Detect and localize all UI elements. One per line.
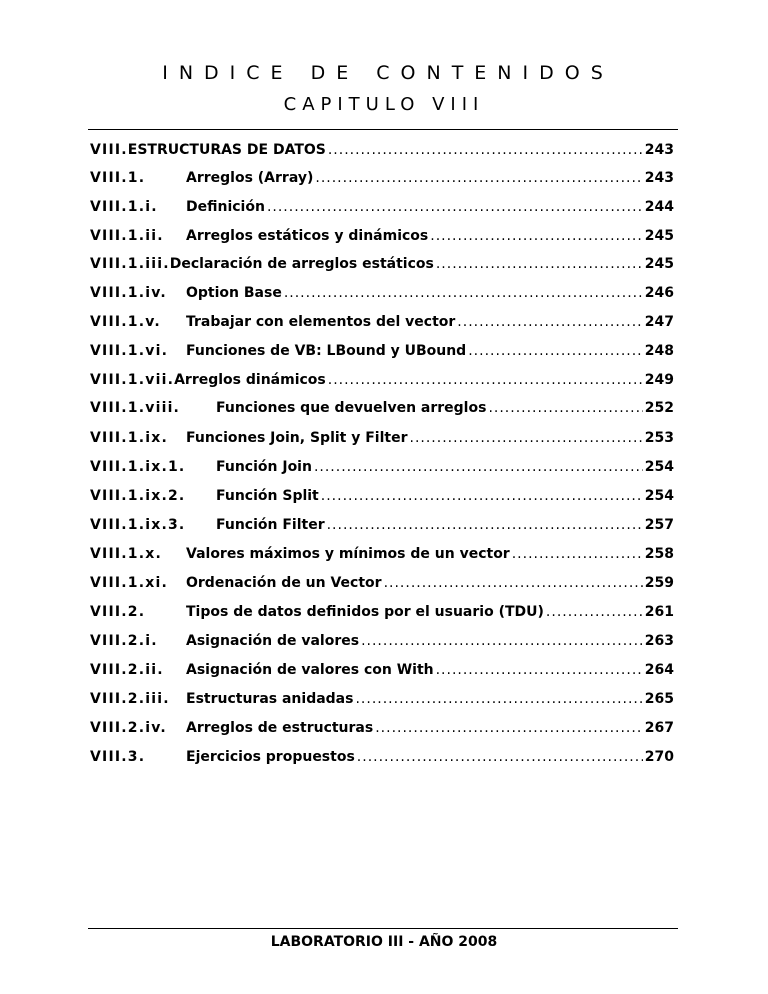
toc-entry-page: 261 (644, 604, 674, 620)
toc-entry-number: VIII.1.viii. (90, 400, 181, 416)
toc-leader-dots (328, 372, 643, 388)
toc-entry[interactable] (90, 691, 674, 711)
toc-entry[interactable] (90, 170, 674, 190)
page-title: INDICE DE CONTENIDOS (162, 62, 614, 84)
toc-entry-label: Asignación de valores (186, 633, 360, 649)
toc-entry-label: Definición (186, 199, 265, 215)
toc-entry-label: Función Join (216, 459, 312, 475)
toc-entry-page: 257 (644, 517, 674, 533)
toc-entry-label: Arreglos dinámicos (174, 372, 326, 388)
toc-entry-number: VIII.3. (90, 749, 146, 765)
toc-entry-number: VIII.2.iii. (90, 691, 170, 707)
toc-entry-number: VIII.1.iii. (90, 256, 170, 272)
toc-entry-number: VIII.2.ii. (90, 662, 164, 678)
toc-leader-dots (546, 604, 643, 620)
toc-entry-number: VIII.1.vii. (90, 372, 175, 388)
toc-entry-page: 245 (644, 256, 674, 272)
toc-leader-dots (321, 488, 643, 504)
toc-entry-page: 267 (644, 720, 674, 736)
toc-entry-label: Option Base (186, 285, 282, 301)
toc-entry[interactable] (90, 604, 674, 624)
toc-entry[interactable] (90, 285, 674, 305)
toc-entry-label: Trabajar con elementos del vector (186, 314, 456, 330)
toc-entry-page: 254 (644, 488, 674, 504)
toc-entry-page: 258 (644, 546, 674, 562)
toc-entry-number: VIII.1.x. (90, 546, 162, 562)
toc-entry-label: Tipos de datos definidos por el usuario (TDU) (186, 604, 544, 620)
toc-leader-dots (284, 285, 643, 301)
toc-leader-dots (355, 691, 642, 707)
toc-entry-label: Ejercicios propuestos (186, 749, 355, 765)
toc-entry-page: 264 (644, 662, 674, 678)
toc-entry-page: 253 (644, 430, 674, 446)
toc-entry[interactable] (90, 459, 674, 479)
toc-entry-number: VIII.1.ix. (90, 430, 168, 446)
toc-entry-number: VIII.1.v. (90, 314, 161, 330)
toc-entry-page: 244 (644, 199, 674, 215)
toc-entry-number: VIII.1.vi. (90, 343, 169, 359)
toc-leader-dots (384, 575, 643, 591)
toc-leader-dots (361, 633, 643, 649)
toc-entry-label: Arreglos estáticos y dinámicos (186, 228, 429, 244)
toc-entry[interactable] (90, 142, 674, 162)
toc-entry[interactable] (90, 546, 674, 566)
page-footer: LABORATORIO III - AÑO 2008 (270, 934, 498, 950)
chapter-title: CAPITULO VIII (283, 94, 485, 115)
toc-entry-number: VIII.2.i. (90, 633, 158, 649)
toc-leader-dots (314, 459, 643, 475)
toc-leader-dots (267, 199, 643, 215)
toc-leader-dots (488, 400, 642, 416)
toc-entry[interactable] (90, 633, 674, 653)
toc-entry-number: VIII.1.ix.2. (90, 488, 186, 504)
toc-entry-label: Función Split (216, 488, 319, 504)
toc-entry-label: Arreglos (Array) (186, 170, 314, 186)
toc-entry-label: Ordenación de un Vector (186, 575, 382, 591)
toc-leader-dots (436, 662, 643, 678)
toc-entry-label: Funciones de VB: LBound y UBound (186, 343, 467, 359)
toc-entry-page: 265 (644, 691, 674, 707)
toc-entry-label: ESTRUCTURAS DE DATOS (127, 142, 326, 158)
toc-entry-label: Arreglos de estructuras (186, 720, 374, 736)
toc-entry-label: Funciones Join, Split y Filter (186, 430, 408, 446)
toc-entry-page: 245 (644, 228, 674, 244)
bottom-divider (88, 928, 678, 929)
toc-entry-number: VIII.2.iv. (90, 720, 167, 736)
toc-entry-number: VIII.1.i. (90, 199, 158, 215)
toc-leader-dots (436, 256, 643, 272)
toc-entry-label: Asignación de valores con With (186, 662, 434, 678)
toc-leader-dots (430, 228, 643, 244)
toc-entry[interactable] (90, 372, 674, 392)
toc-entry-page: 249 (644, 372, 674, 388)
toc-entry-page: 254 (644, 459, 674, 475)
toc-entry[interactable] (90, 720, 674, 740)
toc-entry[interactable] (90, 400, 674, 420)
toc-entry-number: VIII.2. (90, 604, 146, 620)
toc-leader-dots (315, 170, 642, 186)
toc-entry-page: 243 (644, 170, 674, 186)
toc-entry[interactable] (90, 749, 674, 769)
toc-entry-number: VIII.1. (90, 170, 146, 186)
toc-entry-label: Función Filter (216, 517, 325, 533)
toc-leader-dots (357, 749, 643, 765)
toc-entry-label: Valores máximos y mínimos de un vector (186, 546, 510, 562)
toc-entry-number: VIII.1.xi. (90, 575, 168, 591)
toc-entry-page: 252 (644, 400, 674, 416)
toc-entry-number: VIII.1.iv. (90, 285, 167, 301)
toc-entry-label: Estructuras anidadas (186, 691, 354, 707)
toc-entry[interactable] (90, 430, 674, 450)
toc-entry-number: VIII.1.ix.1. (90, 459, 186, 475)
toc-entry[interactable] (90, 228, 674, 248)
toc-entry-number: VIII. (90, 142, 128, 158)
toc-entry-label: Declaración de arreglos estáticos (169, 256, 434, 272)
toc-entry[interactable] (90, 199, 674, 219)
toc-entry-page: 243 (644, 142, 674, 158)
toc-entry-page: 247 (644, 314, 674, 330)
toc-entry-number: VIII.1.ii. (90, 228, 164, 244)
toc-entry[interactable] (90, 314, 674, 334)
toc-entry[interactable] (90, 343, 674, 363)
toc-entry-number: VIII.1.ix.3. (90, 517, 186, 533)
toc-entry[interactable] (90, 575, 674, 595)
toc-entry[interactable] (90, 517, 674, 537)
toc-leader-dots (375, 720, 643, 736)
toc-entry-page: 246 (644, 285, 674, 301)
toc-leader-dots (468, 343, 643, 359)
toc-entry-page: 270 (644, 749, 674, 765)
toc-entry-page: 248 (644, 343, 674, 359)
toc-entry[interactable] (90, 256, 674, 276)
toc-leader-dots (512, 546, 643, 562)
toc-leader-dots (457, 314, 642, 330)
toc-entry-page: 263 (644, 633, 674, 649)
top-divider (88, 129, 678, 130)
toc-leader-dots (410, 430, 643, 446)
toc-entry-page: 259 (644, 575, 674, 591)
toc-entry-label: Funciones que devuelven arreglos (216, 400, 487, 416)
toc-leader-dots (328, 142, 643, 158)
toc-leader-dots (327, 517, 643, 533)
toc-entry[interactable] (90, 662, 674, 682)
toc-entry[interactable] (90, 488, 674, 508)
